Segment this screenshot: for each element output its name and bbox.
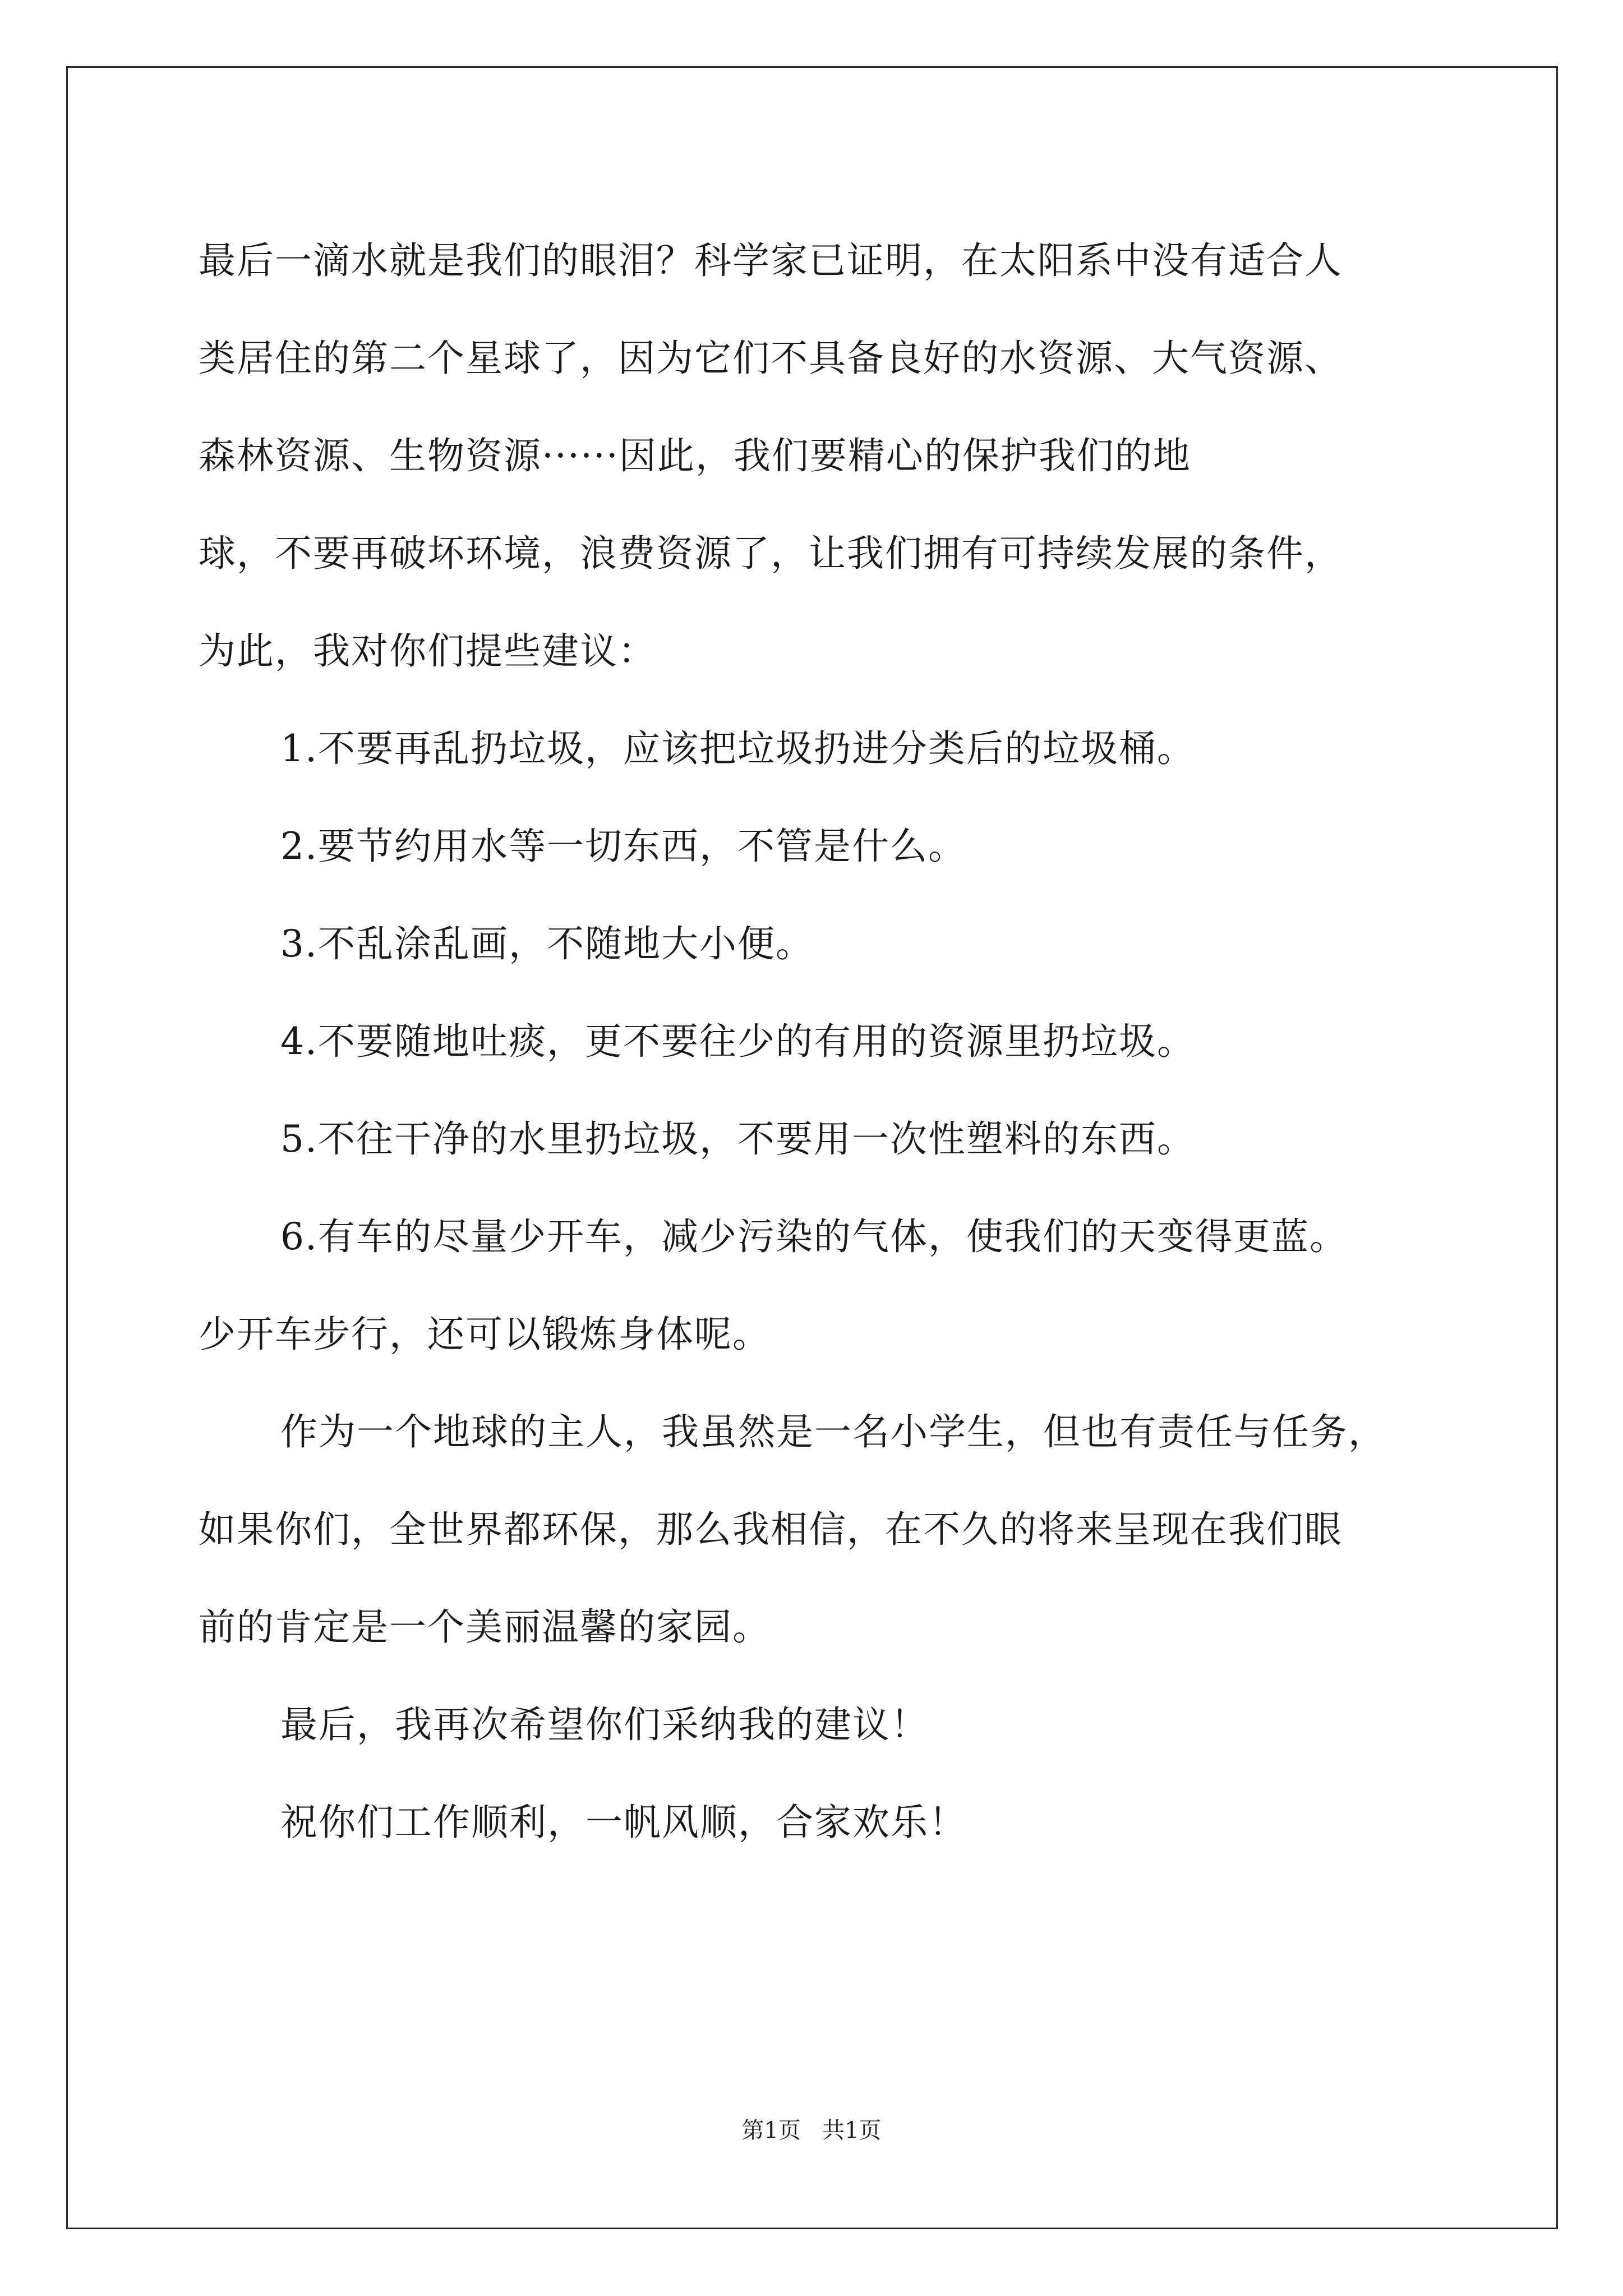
suggestion-item: 5.不往干净的水里扔垃圾，不要用一次性塑料的东西。: [280, 1117, 1195, 1161]
suggestion-item: 2.要节约用水等一切东西，不管是什么。: [280, 825, 966, 868]
suggestion-item: 1.不要再乱扔垃圾，应该把垃圾扔进分类后的垃圾桶。: [280, 727, 1195, 770]
text-line: 球，不要再破坏环境，浪费资源了，让我们拥有可持续发展的条件，: [199, 532, 1343, 575]
suggestion-item: 4.不要随地吐痰，更不要往少的有用的资源里扔垃圾。: [280, 1020, 1195, 1063]
suggestion-item: 3.不乱涂乱画，不随地大小便。: [280, 922, 814, 965]
text-line: 类居住的第二个星球了，因为它们不具备良好的水资源、大气资源、: [199, 337, 1343, 380]
text-line: 作为一个地球的主人，我虽然是一名小学生，但也有责任与任务，: [280, 1410, 1386, 1453]
closing-line: 祝你们工作顺利，一帆风顺，合家欢乐！: [280, 1801, 967, 1844]
text-line: 森林资源、生物资源······因此，我们要精心的保护我们的地: [199, 434, 1191, 477]
closing-line: 最后，我再次希望你们采纳我的建议！: [280, 1703, 929, 1746]
text-line: 少开车步行，还可以锻炼身体呢。: [199, 1313, 771, 1356]
text-line: 如果你们，全世界都环保，那么我相信，在不久的将来呈现在我们眼: [199, 1508, 1343, 1551]
suggestion-item: 6.有车的尽量少开车，减少污染的气体，使我们的天变得更蓝。: [280, 1215, 1348, 1258]
text-line: 最后一滴水就是我们的眼泪？科学家已证明，在太阳系中没有适合人: [199, 239, 1343, 282]
page-number-footer: 第1页 共1页: [741, 2118, 882, 2143]
document-body: [199, 212, 1460, 1871]
text-line: 前的肯定是一个美丽温馨的家园。: [199, 1605, 771, 1649]
text-line: 为此，我对你们提些建议：: [199, 629, 656, 673]
